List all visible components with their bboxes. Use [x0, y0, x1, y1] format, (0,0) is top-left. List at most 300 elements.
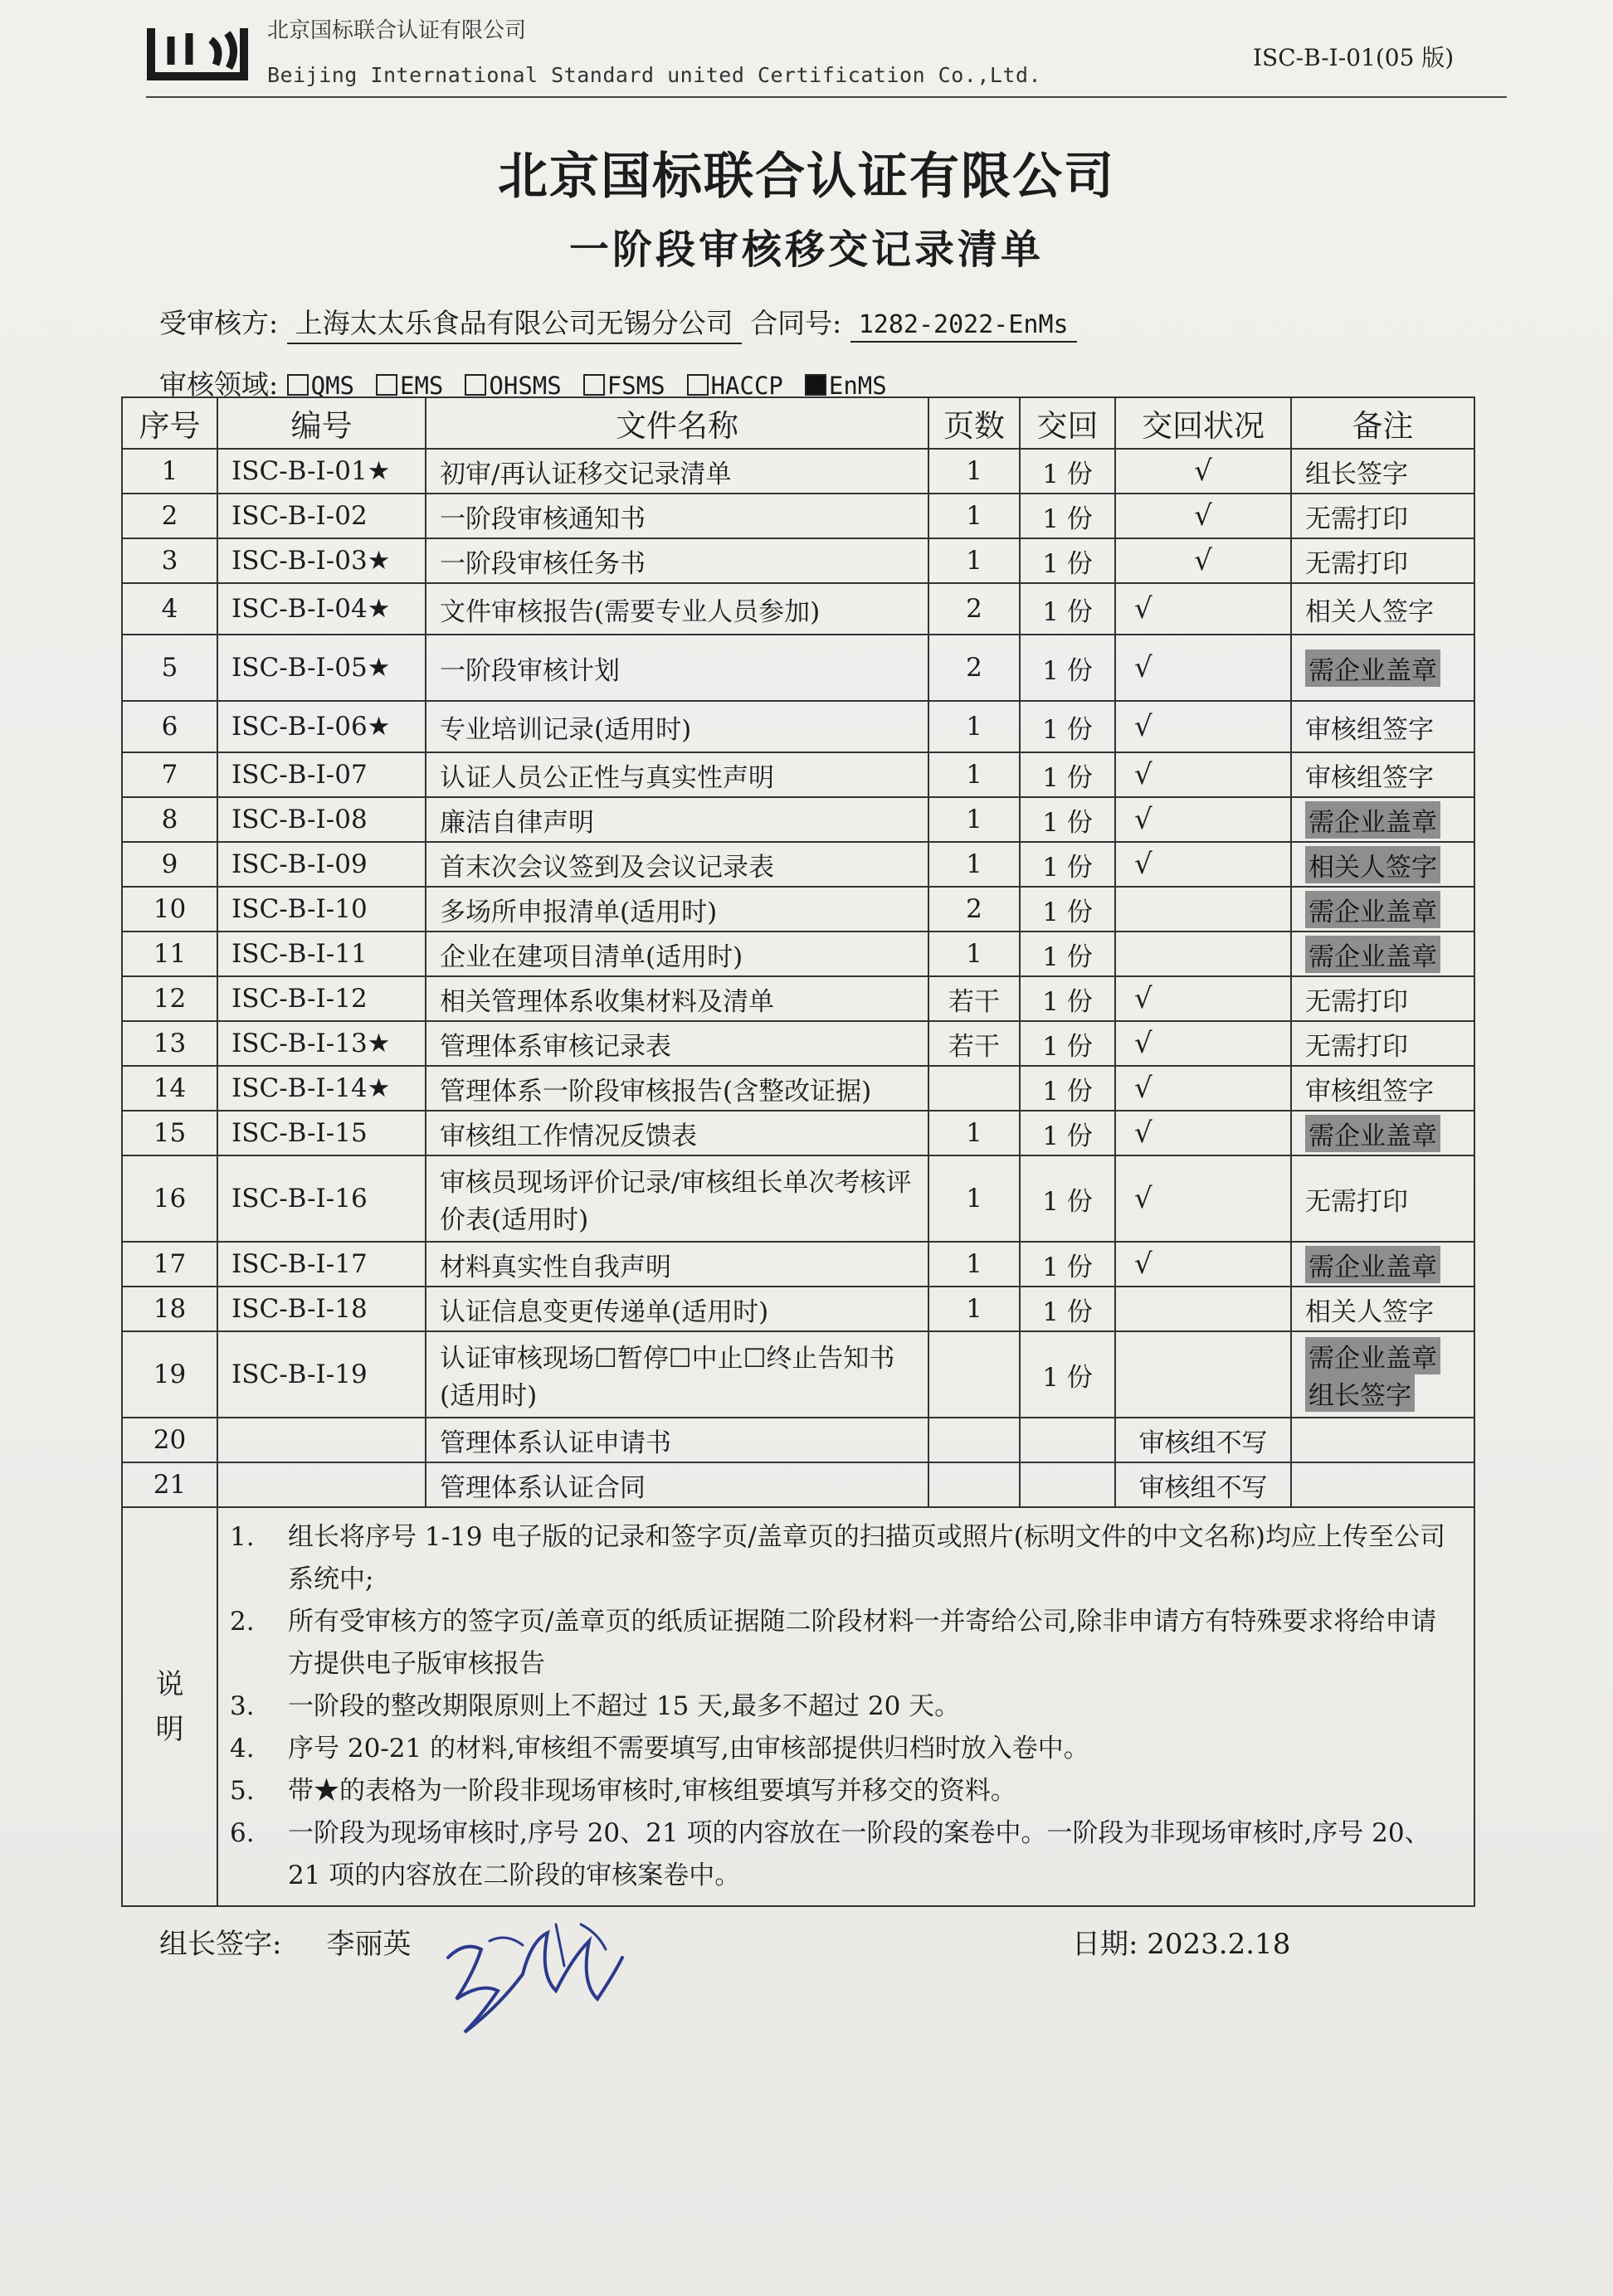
cell-returned — [1020, 1242, 1115, 1287]
cell-pages-text: 1 — [966, 1294, 982, 1324]
cell-pages — [928, 1242, 1020, 1287]
cell-remark — [1291, 932, 1474, 976]
cell-remark-text: 相关人签字 — [1305, 596, 1434, 627]
cell-status — [1115, 976, 1291, 1021]
cell-pages — [928, 538, 1020, 583]
cell-returned — [1020, 797, 1115, 842]
cell-returned — [1020, 1066, 1115, 1111]
leader-signature-line — [159, 1921, 412, 1962]
audit-domain-option-haccp[interactable] — [687, 372, 783, 400]
cell-name — [426, 842, 928, 887]
table-row — [122, 887, 1474, 932]
checkbox-empty-icon[interactable] — [376, 374, 397, 396]
cell-no — [122, 1418, 217, 1462]
cell-pages — [928, 887, 1020, 932]
cell-no-text: 21 — [153, 1470, 187, 1500]
note-text: 所有受审核方的签字页/盖章页的纸质证据随二阶段材料一并寄给公司,除非申请方有特殊要求将给申请方提供电子版审核报告 — [288, 1607, 1437, 1679]
cell-name — [426, 887, 928, 932]
cell-returned — [1020, 1111, 1115, 1155]
audit-domain-option-label: EMS — [400, 372, 444, 400]
cell-code — [217, 1418, 426, 1462]
cell-returned — [1020, 1331, 1115, 1418]
cell-no — [122, 449, 217, 494]
cell-returned-text: 1 份 — [1042, 1362, 1093, 1393]
cell-no — [122, 1021, 217, 1066]
cell-remark-text: 需企业盖章 — [1305, 801, 1440, 839]
audit-domain-option-fsms[interactable] — [583, 372, 665, 400]
cell-code — [217, 797, 426, 842]
cell-name — [426, 797, 928, 842]
checkbox-empty-icon[interactable] — [287, 374, 309, 396]
cell-returned — [1020, 932, 1115, 976]
cell-no — [122, 1462, 217, 1507]
audit-domain-option-label: HACCP — [710, 372, 783, 400]
auditee-label: 受审核方: — [159, 307, 279, 339]
cell-no-text: 6 — [161, 712, 178, 742]
cell-no-text: 7 — [161, 760, 178, 790]
cell-status-text: √ — [1134, 651, 1152, 684]
notes-label — [122, 1507, 217, 1906]
cell-status — [1115, 1331, 1291, 1418]
cell-status — [1115, 635, 1291, 701]
cell-pages-text: 1 — [966, 546, 982, 576]
cell-returned — [1020, 1287, 1115, 1331]
cell-code-text: ISC-B-I-13★ — [231, 1029, 391, 1058]
cell-returned-text: 1 份 — [1042, 762, 1093, 793]
cell-no-text: 8 — [161, 805, 178, 834]
table-row — [122, 1155, 1474, 1242]
cell-status — [1115, 1155, 1291, 1242]
cell-name-text: 认证人员公正性与真实性声明 — [440, 762, 774, 793]
cell-status — [1115, 1287, 1291, 1331]
cell-pages-text: 若干 — [948, 1031, 1000, 1062]
table-row — [122, 842, 1474, 887]
cell-remark — [1291, 1462, 1474, 1507]
cell-remark — [1291, 797, 1474, 842]
cell-code-text: ISC-B-I-19 — [231, 1360, 368, 1389]
cell-status — [1115, 583, 1291, 635]
date-label: 日期: — [1072, 1928, 1138, 1961]
note-text: 组长将序号 1-19 电子版的记录和签字页/盖章页的扫描页或照片(标明文件的中文名称)均应上传至公司系统中; — [288, 1522, 1445, 1594]
auditee-row — [159, 302, 1077, 344]
cell-code-text: ISC-B-I-02 — [231, 501, 368, 531]
cell-no-text: 19 — [153, 1360, 187, 1389]
cell-status-text: 审核组不写 — [1138, 1428, 1268, 1458]
cell-name-text: 认证信息变更传递单(适用时) — [440, 1296, 769, 1327]
cell-code-text: ISC-B-I-05★ — [231, 653, 391, 683]
cell-status-text: √ — [1194, 544, 1212, 577]
cell-returned — [1020, 538, 1115, 583]
cell-remark — [1291, 1418, 1474, 1462]
cell-code — [217, 1287, 426, 1331]
cell-name — [426, 932, 928, 976]
cell-no-text: 12 — [153, 984, 187, 1014]
cell-remark-text: 无需打印 — [1305, 548, 1408, 579]
note-text: 序号 20-21 的材料,审核组不需要填写,由审核部提供归档时放入卷中。 — [288, 1734, 1089, 1763]
cell-remark — [1291, 976, 1474, 1021]
note-text: 一阶段为现场审核时,序号 20、21 项的内容放在一阶段的案卷中。一阶段为非现场审核时,序号 20、21 项的内容放在二阶段的审核案卷中。 — [288, 1818, 1430, 1890]
cell-no — [122, 1242, 217, 1287]
col-header-no: 序号 — [122, 397, 217, 449]
cell-returned-text: 1 份 — [1042, 1076, 1093, 1107]
cell-no — [122, 494, 217, 538]
cell-remark-text: 审核组签字 — [1305, 1076, 1434, 1107]
cell-pages — [928, 1021, 1020, 1066]
table-row — [122, 752, 1474, 797]
cell-name-text: 初审/再认证移交记录清单 — [440, 459, 732, 489]
cell-returned — [1020, 887, 1115, 932]
audit-domain-option-label: OHSMS — [489, 372, 562, 400]
table-row — [122, 701, 1474, 752]
cell-name — [426, 1111, 928, 1155]
cell-no — [122, 752, 217, 797]
cell-remark-text: 需企业盖章 — [1305, 1337, 1440, 1374]
cell-returned-text: 1 份 — [1042, 596, 1093, 627]
handwritten-signature — [431, 1908, 631, 2041]
cell-name-text: 管理体系认证合同 — [440, 1472, 646, 1503]
cell-status — [1115, 494, 1291, 538]
cell-code-text: ISC-B-I-17 — [231, 1249, 368, 1279]
cell-status-text: √ — [1134, 982, 1152, 1015]
cell-pages-text: 2 — [966, 653, 982, 683]
cell-pages — [928, 701, 1020, 752]
cell-no-text: 18 — [153, 1294, 187, 1324]
cell-remark-text: 组长签字 — [1305, 459, 1408, 489]
cell-name — [426, 701, 928, 752]
note-item — [230, 1812, 1462, 1897]
cell-returned-text: 1 份 — [1042, 503, 1093, 534]
checkbox-empty-icon[interactable] — [687, 374, 709, 396]
checkbox-empty-icon[interactable] — [465, 374, 486, 396]
cell-status-text: √ — [1134, 592, 1152, 625]
table-row — [122, 1462, 1474, 1507]
cell-pages — [928, 976, 1020, 1021]
cell-pages — [928, 583, 1020, 635]
col-header-remark: 备注 — [1291, 397, 1474, 449]
note-item — [230, 1770, 1462, 1812]
audit-domain-option-label: EnMS — [828, 372, 887, 400]
cell-name-text: 一阶段审核通知书 — [440, 503, 646, 534]
cell-pages-text: 1 — [966, 456, 982, 486]
cell-code — [217, 538, 426, 583]
table-row — [122, 797, 1474, 842]
cell-pages — [928, 1418, 1020, 1462]
cell-name-text: 认证审核现场☐暂停☐中止☐终止告知书(适用时) — [440, 1344, 895, 1411]
cell-name — [426, 976, 928, 1021]
cell-returned — [1020, 1418, 1115, 1462]
cell-remark — [1291, 449, 1474, 494]
cell-name-text: 审核组工作情况反馈表 — [440, 1121, 697, 1151]
cell-pages-text: 1 — [966, 760, 982, 790]
company-name-cn: 北京国标联合认证有限公司 — [267, 18, 527, 43]
cell-status-text: √ — [1134, 848, 1152, 881]
cell-name-text: 专业培训记录(适用时) — [440, 714, 692, 745]
cell-code-text: ISC-B-I-07 — [231, 760, 368, 790]
cell-name-text: 文件审核报告(需要专业人员参加) — [440, 596, 821, 627]
note-item — [230, 1728, 1462, 1770]
cell-returned — [1020, 1021, 1115, 1066]
cell-pages-text: 2 — [966, 894, 982, 924]
contract-label: 合同号: — [750, 307, 842, 339]
note-item — [230, 1516, 1462, 1601]
cell-code-text: ISC-B-I-11 — [231, 939, 368, 969]
cell-name — [426, 538, 928, 583]
cell-name-text: 审核员现场评价记录/审核组长单次考核评价表(适用时) — [440, 1168, 912, 1235]
cell-pages-text: 1 — [966, 1249, 982, 1279]
table-row — [122, 932, 1474, 976]
table-row — [122, 1418, 1474, 1462]
cell-code — [217, 583, 426, 635]
cell-code-text: ISC-B-I-16 — [231, 1184, 368, 1214]
cell-status-text: √ — [1134, 1116, 1152, 1150]
cell-remark — [1291, 1111, 1474, 1155]
cell-status — [1115, 797, 1291, 842]
cell-returned — [1020, 449, 1115, 494]
cell-remark-text: 无需打印 — [1305, 1186, 1408, 1217]
header-divider — [146, 96, 1507, 98]
cell-no — [122, 1287, 217, 1331]
cell-remark-text: 无需打印 — [1305, 503, 1408, 534]
cell-remark — [1291, 842, 1474, 887]
cell-status-text: √ — [1134, 710, 1152, 743]
cell-status-text: √ — [1134, 803, 1152, 836]
cell-status-text: √ — [1194, 455, 1212, 488]
cell-code-text: ISC-B-I-14★ — [231, 1073, 391, 1103]
cell-status-text: 审核组不写 — [1138, 1472, 1268, 1503]
cell-name-text: 管理体系认证申请书 — [440, 1428, 671, 1458]
cell-code-text: ISC-B-I-18 — [231, 1294, 368, 1324]
cell-returned — [1020, 583, 1115, 635]
checkbox-checked-icon[interactable] — [805, 374, 826, 396]
cell-code — [217, 976, 426, 1021]
notes-label-char-1: 说 — [155, 1667, 184, 1701]
cell-name — [426, 752, 928, 797]
cell-no-text: 13 — [153, 1029, 187, 1058]
cell-no-text: 4 — [161, 594, 178, 624]
cell-no — [122, 1066, 217, 1111]
cell-returned-text: 1 份 — [1042, 1031, 1093, 1062]
cell-no-text: 9 — [161, 849, 178, 879]
cell-code — [217, 701, 426, 752]
cell-pages — [928, 494, 1020, 538]
cell-code-text: ISC-B-I-15 — [231, 1118, 368, 1148]
cell-no — [122, 976, 217, 1021]
cell-remark-text: 无需打印 — [1305, 986, 1408, 1017]
cell-remark — [1291, 1242, 1474, 1287]
cell-code-text: ISC-B-I-09 — [231, 849, 368, 879]
cell-remark-text: 无需打印 — [1305, 1031, 1408, 1062]
cell-status — [1115, 1066, 1291, 1111]
notes-content — [217, 1507, 1474, 1906]
note-text: 带★的表格为一阶段非现场审核时,审核组要填写并移交的资料。 — [288, 1776, 1016, 1806]
cell-code-text: ISC-B-I-12 — [231, 984, 368, 1014]
cell-status — [1115, 1462, 1291, 1507]
page-title: 北京国标联合认证有限公司 — [498, 148, 1115, 206]
contract-value: 1282-2022-EnMs — [850, 310, 1077, 343]
audit-domain-label: 审核领域: — [159, 368, 279, 401]
audit-domain-option-ohsms[interactable] — [465, 372, 561, 400]
cell-name — [426, 494, 928, 538]
cell-no-text: 1 — [161, 456, 178, 486]
cell-remark-text: 审核组签字 — [1305, 714, 1434, 745]
cell-status — [1115, 1111, 1291, 1155]
cell-code-text: ISC-B-I-03★ — [231, 546, 391, 576]
table-header-row — [122, 397, 1474, 449]
audit-domain-option-qms[interactable] — [287, 372, 354, 400]
cell-remark — [1291, 1287, 1474, 1331]
cell-status-text: √ — [1134, 758, 1152, 791]
cell-remark — [1291, 583, 1474, 635]
cell-no — [122, 1111, 217, 1155]
cell-pages-text: 1 — [966, 939, 982, 969]
cell-code-text: ISC-B-I-08 — [231, 805, 368, 834]
cell-pages — [928, 1066, 1020, 1111]
cell-no — [122, 1331, 217, 1418]
cell-pages-text: 1 — [966, 501, 982, 531]
cell-no-text: 2 — [161, 501, 178, 531]
cell-name — [426, 449, 928, 494]
table-row — [122, 494, 1474, 538]
cell-no-text: 17 — [153, 1249, 187, 1279]
cell-remark — [1291, 887, 1474, 932]
cell-code-text: ISC-B-I-10 — [231, 894, 368, 924]
cell-no-text: 10 — [153, 894, 187, 924]
table-row — [122, 635, 1474, 701]
cell-status — [1115, 932, 1291, 976]
table-row — [122, 1242, 1474, 1287]
cell-status — [1115, 449, 1291, 494]
cell-name — [426, 1066, 928, 1111]
notes-row — [122, 1507, 1474, 1906]
note-item — [230, 1601, 1462, 1686]
table-row — [122, 1021, 1474, 1066]
cell-no-text: 16 — [153, 1184, 187, 1214]
cell-status-text: √ — [1194, 499, 1212, 533]
cell-remark-text: 需企业盖章 — [1305, 649, 1440, 687]
note-number: 5. — [230, 1776, 255, 1806]
cell-remark — [1291, 635, 1474, 701]
table-row — [122, 1066, 1474, 1111]
cell-returned-text: 1 份 — [1042, 714, 1093, 745]
note-text: 一阶段的整改期限原则上不超过 15 天,最多不超过 20 天。 — [288, 1691, 961, 1721]
cell-remark-text: 需企业盖章 — [1305, 1246, 1440, 1283]
cell-code — [217, 1242, 426, 1287]
cell-returned-text: 1 份 — [1042, 1121, 1093, 1151]
cell-pages — [928, 635, 1020, 701]
cell-pages — [928, 797, 1020, 842]
cell-name — [426, 1021, 928, 1066]
cell-status — [1115, 538, 1291, 583]
cell-remark-text: 相关人签字 — [1305, 1296, 1434, 1327]
cell-returned-text: 1 份 — [1042, 986, 1093, 1017]
cell-remark — [1291, 1021, 1474, 1066]
cell-returned-text: 1 份 — [1042, 807, 1093, 838]
cell-status-text: √ — [1134, 1182, 1152, 1215]
cell-remark-text: 需企业盖章 — [1305, 1115, 1440, 1152]
cell-remark — [1291, 538, 1474, 583]
cell-name — [426, 635, 928, 701]
cell-no — [122, 701, 217, 752]
note-number: 4. — [230, 1734, 255, 1763]
table-row — [122, 1111, 1474, 1155]
cell-code — [217, 1462, 426, 1507]
cell-remark-text-2: 组长签字 — [1305, 1374, 1415, 1412]
audit-domain-option-ems[interactable] — [376, 372, 443, 400]
cell-pages — [928, 752, 1020, 797]
cell-code — [217, 842, 426, 887]
cell-code — [217, 932, 426, 976]
note-number: 3. — [230, 1691, 255, 1721]
col-header-pages: 页数 — [928, 397, 1020, 449]
cell-name — [426, 1331, 928, 1418]
cell-code-text: ISC-B-I-01★ — [231, 456, 391, 486]
cell-no — [122, 1155, 217, 1242]
note-number: 1. — [230, 1522, 255, 1552]
cell-pages-text: 1 — [966, 1184, 982, 1214]
cell-returned-text: 1 份 — [1042, 852, 1093, 883]
cell-no — [122, 635, 217, 701]
audit-domain-option-label: FSMS — [607, 372, 665, 400]
cell-pages — [928, 1155, 1020, 1242]
cell-name-text: 一阶段审核计划 — [440, 655, 620, 686]
cell-name — [426, 1418, 928, 1462]
leader-name: 李丽英 — [326, 1928, 412, 1961]
cell-name — [426, 1155, 928, 1242]
cell-name-text: 相关管理体系收集材料及清单 — [440, 986, 774, 1017]
cell-returned-text: 1 份 — [1042, 1296, 1093, 1327]
cell-status — [1115, 887, 1291, 932]
cell-status — [1115, 701, 1291, 752]
date-line — [1072, 1921, 1290, 1962]
col-header-returned: 交回 — [1020, 397, 1115, 449]
cell-no — [122, 583, 217, 635]
checkbox-empty-icon[interactable] — [583, 374, 605, 396]
table-row — [122, 449, 1474, 494]
note-number: 6. — [230, 1818, 255, 1848]
note-item — [230, 1686, 1462, 1728]
leader-signature-label: 组长签字: — [159, 1928, 282, 1961]
cell-no-text: 15 — [153, 1118, 187, 1148]
company-name-en: Beijing International Standard united Certification Co.,Ltd. — [267, 63, 1042, 87]
table-row — [122, 1287, 1474, 1331]
transfer-record-table — [121, 396, 1475, 1907]
cell-code — [217, 887, 426, 932]
cell-pages — [928, 932, 1020, 976]
cell-pages-text: 2 — [966, 594, 982, 624]
table-row — [122, 976, 1474, 1021]
cell-name-text: 一阶段审核任务书 — [440, 548, 646, 579]
cell-remark-text: 需企业盖章 — [1305, 936, 1440, 973]
cell-code-text: ISC-B-I-06★ — [231, 712, 391, 742]
auditee-value: 上海太太乐食品有限公司无锡分公司 — [287, 302, 742, 344]
note-number: 2. — [230, 1607, 255, 1637]
cell-returned — [1020, 976, 1115, 1021]
cell-returned — [1020, 752, 1115, 797]
cell-pages-text: 1 — [966, 849, 982, 879]
cell-no — [122, 887, 217, 932]
cell-pages — [928, 1111, 1020, 1155]
cell-no-text: 20 — [153, 1425, 187, 1455]
cell-no — [122, 932, 217, 976]
cell-name-text: 管理体系一阶段审核报告(含整改证据) — [440, 1076, 872, 1107]
cell-pages-text: 若干 — [948, 986, 1000, 1017]
cell-remark — [1291, 1331, 1474, 1418]
col-header-name: 文件名称 — [426, 397, 928, 449]
cell-code — [217, 1111, 426, 1155]
cell-code — [217, 1331, 426, 1418]
audit-domain-option-enms[interactable] — [805, 372, 887, 400]
table-row — [122, 583, 1474, 635]
